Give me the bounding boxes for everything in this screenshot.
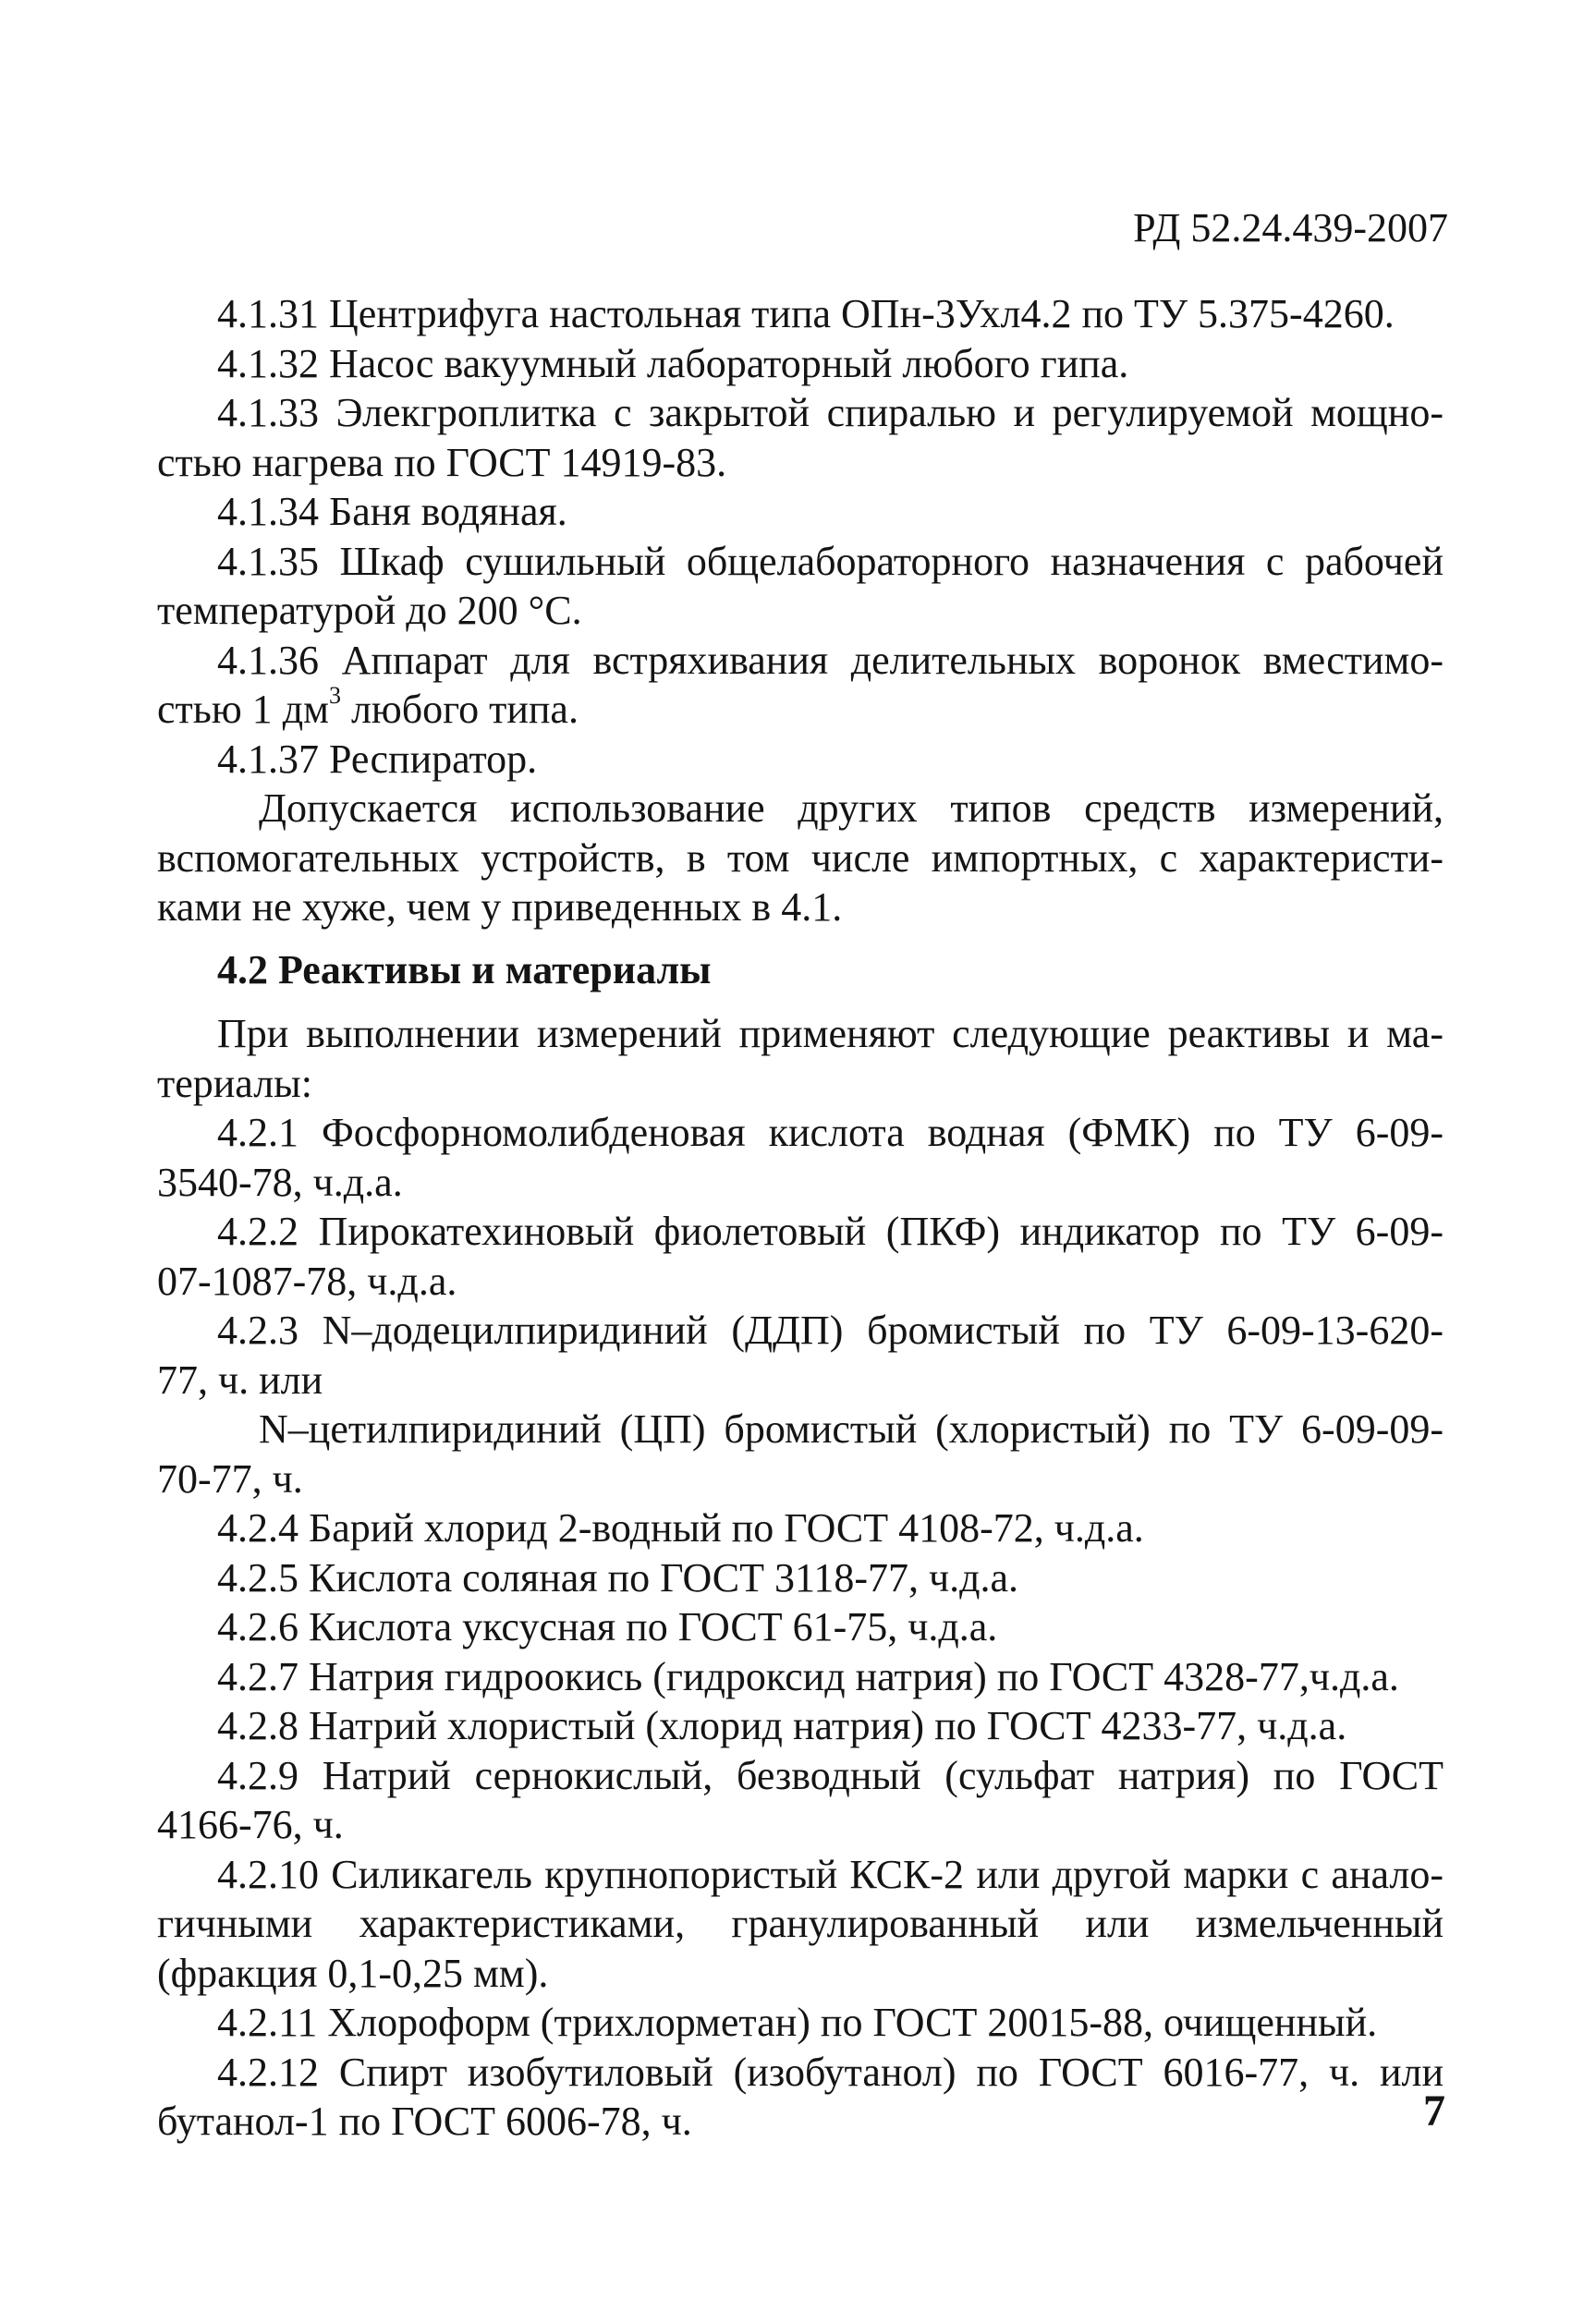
item-4-2-10-line2: гичными характеристиками, гранулированный или измельченный: [157, 1901, 1444, 1946]
item-4-2-9-line2: 4166-76, ч.: [157, 1802, 344, 1847]
item-4-2-11: 4.2.11 Хлороформ (трихлорметан) по ГОСТ 20015-88, очищенный.: [217, 2000, 1378, 2045]
item-4-2-12-line2: бутанол-1 по ГОСТ 6006-78, ч.: [157, 2099, 692, 2144]
item-4-2-12-line1: 4.2.12 Спирт изобутиловый (изобутанол) по ГОСТ 6016-77, ч. или: [217, 2049, 1444, 2095]
item-4-2-3-line3: N–цетилпиридиний (ЦП) бромистый (хлористый) по ТУ 6-09-09-: [259, 1406, 1444, 1452]
item-4-1-36-line2: [157, 682, 1444, 735]
item-4-1-36-text-b: любого типа.: [340, 687, 579, 732]
superscript-exponent: 3: [328, 682, 341, 710]
item-4-1-35-line1: 4.1.35 Шкаф сушильный общелабораторного назначения с рабочей: [217, 538, 1444, 584]
item-4-2-4: 4.2.4 Барий хлорид 2-водный по ГОСТ 4108-72, ч.д.а.: [217, 1505, 1144, 1551]
item-4-1-36-line1: 4.1.36 Аппарат для встряхивания делительных воронок вместимо-: [217, 637, 1444, 683]
item-4-2-3-line1: 4.2.3 N–додецилпиридиний (ДДП) бромистый по ТУ 6-09-13-620-: [217, 1308, 1444, 1353]
item-4-2-6: 4.2.6 Кислота уксусная по ГОСТ 61-75, ч.д.а.: [217, 1604, 998, 1649]
item-4-2-10-line1: 4.2.10 Силикагель крупнопористый КСК-2 или другой марки с анало-: [217, 1851, 1444, 1897]
item-4-2-8: 4.2.8 Натрий хлористый (хлорид натрия) по ГОСТ 4233-77, ч.д.а.: [217, 1703, 1347, 1748]
item-4-2-2-line1: 4.2.2 Пирокатехиновый фиолетовый (ПКФ) индикатор по ТУ 6-09-: [217, 1209, 1444, 1254]
item-4-2-1-line2: 3540-78, ч.д.а.: [157, 1159, 403, 1205]
item-4-2-9-line1: 4.2.9 Натрий сернокислый, безводный (сульфат натрия) по ГОСТ: [217, 1752, 1444, 1798]
item-4-1-35-line2: температурой до 200 °С.: [157, 588, 582, 633]
item-4-1-31: 4.1.31 Центрифуга настольная типа ОПн-3Ухл4.2 по ТУ 5.375-4260.: [217, 291, 1395, 336]
item-4-2-2-line2: 07-1087-78, ч.д.а.: [157, 1258, 457, 1304]
item-4-2-3-line2: 77, ч. или: [157, 1357, 323, 1403]
intro-line1: При выполнении измерений применяют следующие реактивы и ма-: [217, 1011, 1444, 1056]
note-line1: Допускается использование других типов средств измерений,: [259, 785, 1444, 831]
item-4-2-7: 4.2.7 Натрия гидроокись (гидроксид натрия) по ГОСТ 4328-77,ч.д.а.: [217, 1653, 1399, 1699]
item-4-2-5: 4.2.5 Кислота соляная по ГОСТ 3118-77, ч.д.а.: [217, 1554, 1019, 1600]
item-4-1-33-line1: 4.1.33 Элекгроплитка с закрытой спиралью и регулируемой мощно-: [217, 390, 1444, 435]
document-code: РД 52.24.439-2007: [1133, 205, 1448, 250]
note-line2: вспомогательных устройств, в том числе импортных, с характеристи-: [157, 834, 1444, 881]
section-heading-4-2: 4.2 Реактивы и материалы: [217, 946, 712, 992]
item-4-1-34: 4.1.34 Баня водяная.: [217, 489, 567, 534]
item-4-1-32: 4.1.32 Насос вакуумный лабораторный любого гипа.: [217, 340, 1129, 386]
item-4-1-37: 4.1.37 Респиратор.: [217, 736, 538, 782]
item-4-2-1-line1: 4.2.1 Фосфорномолибденовая кислота водная (ФМК) по ТУ 6-09-: [217, 1110, 1444, 1155]
document-body: [157, 289, 1444, 2147]
item-4-1-36-text-a: стью 1 дм: [157, 687, 329, 732]
note-line3: ками не хуже, чем у приведенных в 4.1.: [157, 884, 843, 930]
item-4-2-10-line3: (фракция 0,1-0,25 мм).: [157, 1950, 549, 1996]
item-4-1-33-line2: стью нагрева по ГОСТ 14919-83.: [157, 439, 727, 485]
item-4-2-3-line4: 70-77, ч.: [157, 1455, 303, 1502]
intro-line2: териалы:: [157, 1060, 312, 1106]
page-number: 7: [1423, 2087, 1445, 2136]
